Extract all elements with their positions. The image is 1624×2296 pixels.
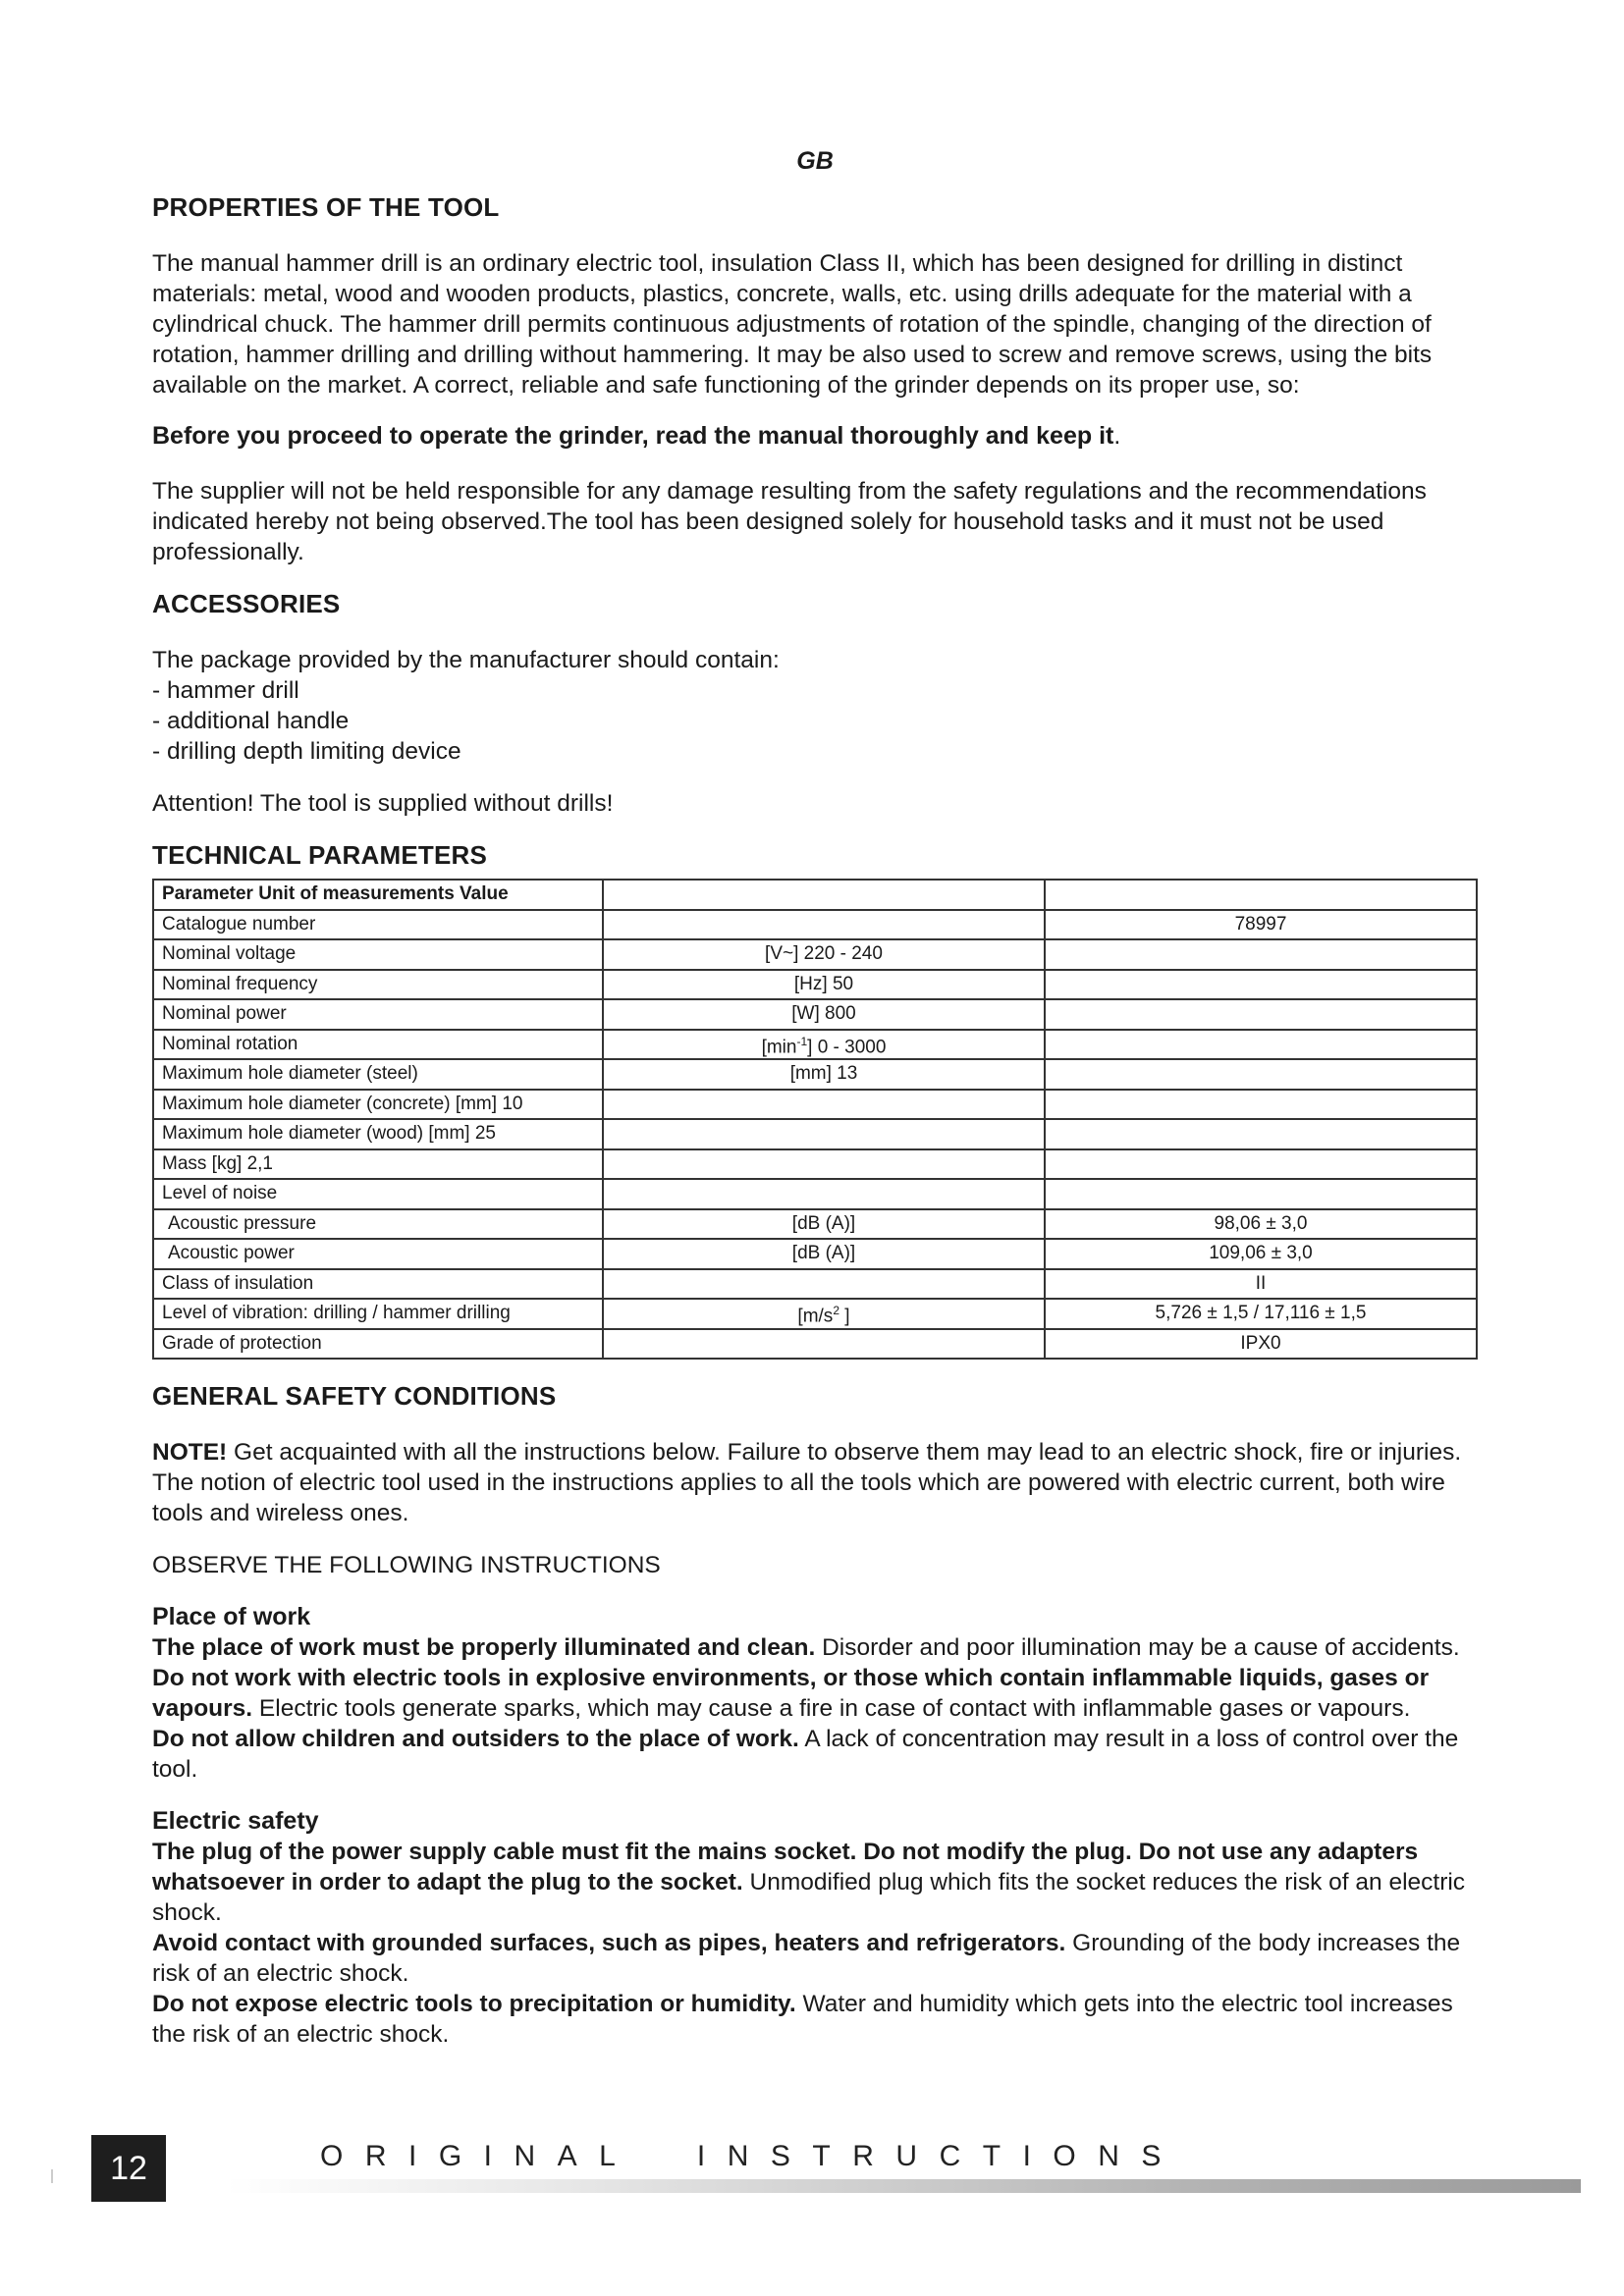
table-cell: [dB (A)] bbox=[603, 1209, 1045, 1240]
footer-title: ORIGINAL INSTRUCTIONS bbox=[320, 2140, 1183, 2172]
observe-heading: OBSERVE THE FOLLOWING INSTRUCTIONS bbox=[152, 1552, 661, 1578]
table-cell: $[\min^{-1}]$ 0 - 3000 bbox=[603, 1030, 1045, 1060]
table-cell bbox=[603, 1179, 1045, 1209]
table-row bbox=[153, 1119, 1477, 1149]
table-row bbox=[153, 999, 1477, 1030]
table-header-row bbox=[153, 880, 1477, 910]
table-cell bbox=[603, 880, 1045, 910]
rule-text: Unmodified plug which fits the socket reduces the risk of an electric shock. bbox=[152, 1869, 1466, 1926]
section-title-accessories: ACCESSORIES bbox=[152, 589, 341, 618]
footer-tick-mark bbox=[51, 2169, 53, 2183]
note-text: Get acquainted with all the instructions below. Failure to observe them may lead to an electric shock, fire or injuries. The notion of electric tool used in the instructions applies to all the tools which are powered with electric current, both wire tools and wireless ones. bbox=[152, 1439, 1462, 1526]
table-cell: Nominal rotation bbox=[153, 1030, 603, 1060]
rule-text: Water and humidity which gets into the electric tool increases the risk of an electric shock. bbox=[152, 1991, 1453, 2048]
table-cell bbox=[1045, 1090, 1477, 1120]
table-cell bbox=[1045, 939, 1477, 970]
rule-text: Disorder and poor illumination may be a cause of accidents. bbox=[815, 1634, 1460, 1661]
table-cell: II bbox=[1045, 1269, 1477, 1300]
table-cell: Parameter Unit of measurements Value bbox=[153, 880, 603, 910]
table-cell: Nominal power bbox=[153, 999, 603, 1030]
list-item: - additional handle bbox=[152, 708, 350, 734]
table-cell: [Hz] 50 bbox=[603, 970, 1045, 1000]
table-cell: Level of noise bbox=[153, 1179, 603, 1209]
table-cell: IPX0 bbox=[1045, 1329, 1477, 1360]
language-code: GB bbox=[796, 147, 834, 175]
table-row bbox=[153, 970, 1477, 1000]
footer-gradient-bar bbox=[226, 2179, 1581, 2193]
list-item: - drilling depth limiting device bbox=[152, 738, 461, 765]
attention-note: Attention! The tool is supplied without drills! bbox=[152, 790, 614, 817]
table-cell bbox=[603, 1149, 1045, 1180]
rule-item bbox=[152, 1632, 1478, 1663]
table-cell bbox=[1045, 1119, 1477, 1149]
rule-bold: Do not expose electric tools to precipitation or humidity. bbox=[152, 1991, 796, 2017]
rule-bold: The place of work must be properly illuminated and clean. bbox=[152, 1634, 816, 1661]
rule-bold: The plug of the power supply cable must fit the mains socket. Do not modify the plug. Do not use any adapters whatsoever in order to adapt the plug to the socket. bbox=[152, 1839, 1419, 1896]
table-cell: [dB (A)] bbox=[603, 1239, 1045, 1269]
subsection-electric-safety: Electric safety bbox=[152, 1807, 319, 1835]
supplier-disclaimer: The supplier will not be held responsible for any damage resulting from the safety regulations and the recommendations indicated hereby not being observed.The tool has been designed solely for household tasks and it must not be used professionally. bbox=[152, 478, 1427, 565]
section-title-properties: PROPERTIES OF THE TOOL bbox=[152, 192, 500, 222]
rule-text: Electric tools generate sparks, which may cause a fire in case of contact with inflammable gases or vapours. bbox=[252, 1695, 1411, 1722]
rule-item bbox=[152, 1724, 1478, 1785]
table-row bbox=[153, 1090, 1477, 1120]
accessories-intro: The package provided by the manufacturer should contain: bbox=[152, 647, 780, 673]
table-cell bbox=[603, 1119, 1045, 1149]
table-cell bbox=[1045, 1030, 1477, 1060]
properties-paragraph: The manual hammer drill is an ordinary electric tool, insulation Class II, which has been designed for drilling in distinct materials: metal, wood and wooden products, plastics, concrete, walls, etc. using drills adequate for the material with a cylindrical chuck. The hammer drill permits continuous adjustments of rotation of the spindle, changing of the direction of rotation, hammer drilling and drilling without hammering. It may be also used to screw and remove screws, using the bits available on the market. A correct, reliable and safe functioning of the grinder depends on its proper use, so: bbox=[152, 250, 1433, 399]
table-cell bbox=[603, 1090, 1045, 1120]
table-row bbox=[153, 1030, 1477, 1060]
table-cell: Maximum hole diameter (wood) [mm] 25 bbox=[153, 1119, 603, 1149]
read-manual-end: . bbox=[1113, 422, 1121, 450]
table-row bbox=[153, 1269, 1477, 1300]
table-cell: Mass [kg] 2,1 bbox=[153, 1149, 603, 1180]
note-label: NOTE! bbox=[152, 1439, 228, 1466]
table-cell: 5,726 ± 1,5 / 17,116 ± 1,5 bbox=[1045, 1299, 1477, 1329]
table-cell: Class of insulation bbox=[153, 1269, 603, 1300]
technical-parameters-table bbox=[152, 879, 1478, 1360]
rule-text: Grounding of the body increases the risk of an electric shock. bbox=[152, 1930, 1461, 1987]
table-cell: Nominal frequency bbox=[153, 970, 603, 1000]
table-cell bbox=[603, 1329, 1045, 1360]
rule-item bbox=[152, 1928, 1478, 1989]
section-title-technical: TECHNICAL PARAMETERS bbox=[152, 840, 488, 870]
rule-item bbox=[152, 1837, 1478, 1928]
read-manual-bold: Before you proceed to operate the grinder, read the manual thoroughly and keep it bbox=[152, 422, 1114, 450]
table-cell: Catalogue number bbox=[153, 910, 603, 940]
table-row bbox=[153, 939, 1477, 970]
table-cell bbox=[1045, 999, 1477, 1030]
table-cell: 109,06 ± 3,0 bbox=[1045, 1239, 1477, 1269]
table-cell: Grade of protection bbox=[153, 1329, 603, 1360]
table-cell: [mm] 13 bbox=[603, 1059, 1045, 1090]
table-cell bbox=[603, 910, 1045, 940]
table-cell bbox=[1045, 1179, 1477, 1209]
rule-bold: Do not allow children and outsiders to the place of work. bbox=[152, 1726, 799, 1752]
table-cell bbox=[603, 1269, 1045, 1300]
table-cell bbox=[1045, 1059, 1477, 1090]
text-flow bbox=[152, 192, 1478, 2050]
table-row bbox=[153, 1239, 1477, 1269]
table-row bbox=[153, 910, 1477, 940]
table-cell: [W] 800 bbox=[603, 999, 1045, 1030]
table-cell: [$m/s^2$ ] bbox=[603, 1299, 1045, 1329]
table-cell bbox=[1045, 1149, 1477, 1180]
table-row bbox=[153, 1209, 1477, 1240]
section-title-safety: GENERAL SAFETY CONDITIONS bbox=[152, 1381, 557, 1411]
accessories-list bbox=[152, 645, 1478, 767]
table-row bbox=[153, 1059, 1477, 1090]
table-cell: Maximum hole diameter (concrete) [mm] 10 bbox=[153, 1090, 603, 1120]
rule-bold: Avoid contact with grounded surfaces, such as pipes, heaters and refrigerators. bbox=[152, 1930, 1066, 1956]
table-cell: 78997 bbox=[1045, 910, 1477, 940]
subsection-place-of-work: Place of work bbox=[152, 1603, 311, 1630]
table-cell: Maximum hole diameter (steel) bbox=[153, 1059, 603, 1090]
table-row bbox=[153, 1149, 1477, 1180]
table-cell: Acoustic power bbox=[153, 1239, 603, 1269]
table-cell: 98,06 ± 3,0 bbox=[1045, 1209, 1477, 1240]
page-number: 12 bbox=[91, 2135, 166, 2202]
table-row bbox=[153, 1179, 1477, 1209]
list-item: - hammer drill bbox=[152, 677, 299, 704]
table-cell: [V~] 220 - 240 bbox=[603, 939, 1045, 970]
rule-item bbox=[152, 1989, 1478, 2050]
safety-note bbox=[152, 1437, 1478, 1528]
table-row bbox=[153, 1299, 1477, 1329]
table-cell bbox=[1045, 880, 1477, 910]
table-row bbox=[153, 1329, 1477, 1360]
rule-item bbox=[152, 1663, 1478, 1724]
table-cell: Nominal voltage bbox=[153, 939, 603, 970]
read-manual-notice bbox=[152, 422, 1478, 451]
rule-bold: Do not work with electric tools in explosive environments, or those which contain inflammable liquids, gases or vapours. bbox=[152, 1665, 1430, 1722]
table-cell bbox=[1045, 970, 1477, 1000]
table-cell: Acoustic pressure bbox=[153, 1209, 603, 1240]
rule-text: A lack of concentration may result in a loss of control over the tool. bbox=[152, 1726, 1459, 1783]
table-cell: Level of vibration: drilling / hammer drilling bbox=[153, 1299, 603, 1329]
